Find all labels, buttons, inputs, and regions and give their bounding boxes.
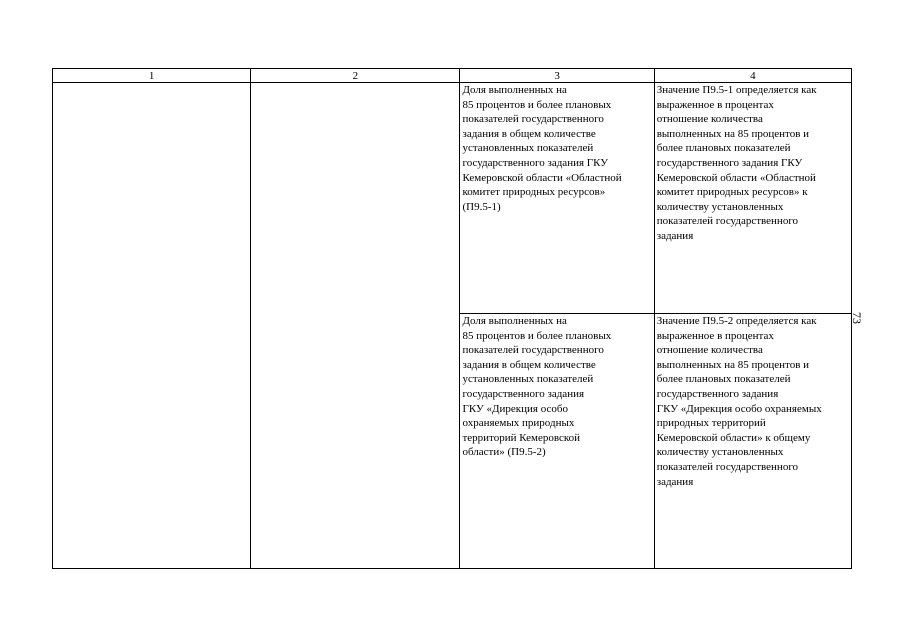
table-header-row [53,69,852,83]
column-header-3: 3 [460,69,654,83]
column-1-cell [53,83,251,569]
indicator-cell [460,83,654,314]
definition-cell [654,314,851,569]
column-header-4: 4 [654,69,851,83]
definition-cell [654,83,851,314]
indicator-text: Доля выполненных на 85 процентов и более плановых показателей государственного задания в общем количестве установленных показателей государственного задания ГКУ «Дирекция особо охраняемых природных территорий Кемеровской области» (П9.5-2) [462,315,612,459]
column-header-1: 1 [53,69,251,83]
page-number: 73 [850,312,864,324]
table-row [53,83,852,314]
indicator-cell [460,314,654,569]
definition-text: Значение П9.5-2 определяется как выраженное в процентах отношение количества выполненных на 85 процентов и более плановых показателей государственного задания ГКУ «Дирекция особо охраняемых природных территорий Кемеровской области» к общему количеству установленных показателей государственного задания [656,315,822,488]
definition-text: Значение П9.5-1 определяется как выраженное в процентах отношение количества выполненных на 85 процентов и более плановых показателей государственного задания ГКУ Кемеровской области «Областной комитет природных ресурсов» к количеству установленных показателей государственного задания [656,84,817,242]
column-header-2: 2 [251,69,460,83]
indicators-table [52,68,852,569]
column-2-cell [251,83,460,569]
indicator-text: Доля выполненных на 85 процентов и более плановых показателей государственного задания в общем количестве установленных показателей государственного задания ГКУ Кемеровской области «Областной комитет природных ресурсов» (П9.5-1) [462,84,622,213]
